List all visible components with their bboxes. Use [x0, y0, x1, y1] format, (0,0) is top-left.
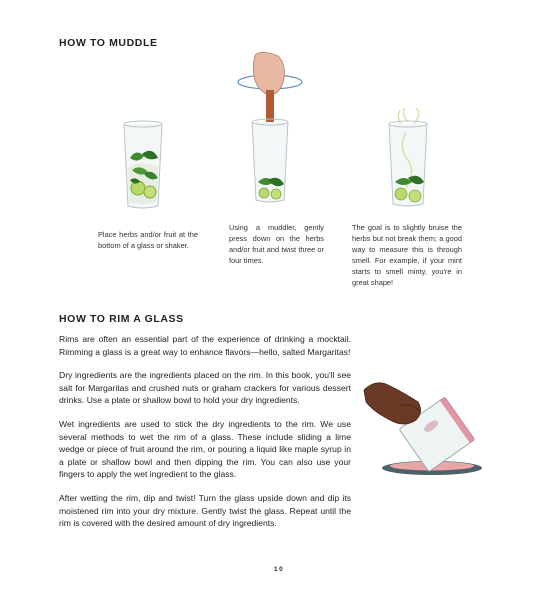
page-number: 10: [274, 566, 285, 573]
glass-with-herbs-illustration: [118, 118, 168, 210]
muddle-heading: HOW TO MUDDLE: [59, 37, 158, 49]
muddle-step-1-caption: Place herbs and/or fruit at the bottom of a glass or shaker.: [98, 230, 198, 250]
rim-paragraph-3: Wet ingredients are used to stick the dry ingredients to the rim. We use several methods to wet the rim of a glass. These include sliding a lime wedge or piece of fruit around the rim, or pouring a liquid like maple syrup in a plate or shallow bowl and then dipping the rim. You can also use your fingers to apply the wet ingredient to the glass.: [59, 419, 351, 480]
rim-paragraph-4: After wetting the rim, dip and twist! Turn the glass upside down and dip its moistened rim into your dry mixture. Gently twist the glass. Repeat until the rim is covered with the desired amount of dry ingredients.: [59, 493, 351, 529]
muddle-step-2-caption: Using a muddler, gently press down on the herbs and/or fruit and twist three or four times.: [229, 223, 324, 265]
rim-heading: HOW TO RIM A GLASS: [59, 313, 184, 325]
glass-with-aroma-illustration: [382, 108, 434, 208]
hand-with-muddler-illustration: [234, 50, 306, 210]
muddle-step-3-caption: The goal is to slightly bruise the herbs but not break them; a good way to measure this is through smell. For example, if your mint starts to smell minty, you're in great shape!: [352, 223, 462, 287]
rim-paragraph-2: Dry ingredients are the ingredients placed on the rim. In this book, you'll see salt for Margaritas and crushed nuts or graham crackers for various dessert drinks. Use a plate or shallow bowl to hold your dry ingredients.: [59, 370, 351, 406]
rim-paragraph-1: Rims are often an essential part of the experience of drinking a mocktail. Rimming a glass is a great way to enhance flavors—hello, salted Margaritas!: [59, 334, 351, 357]
hand-dipping-glass-illustration: [360, 372, 492, 482]
